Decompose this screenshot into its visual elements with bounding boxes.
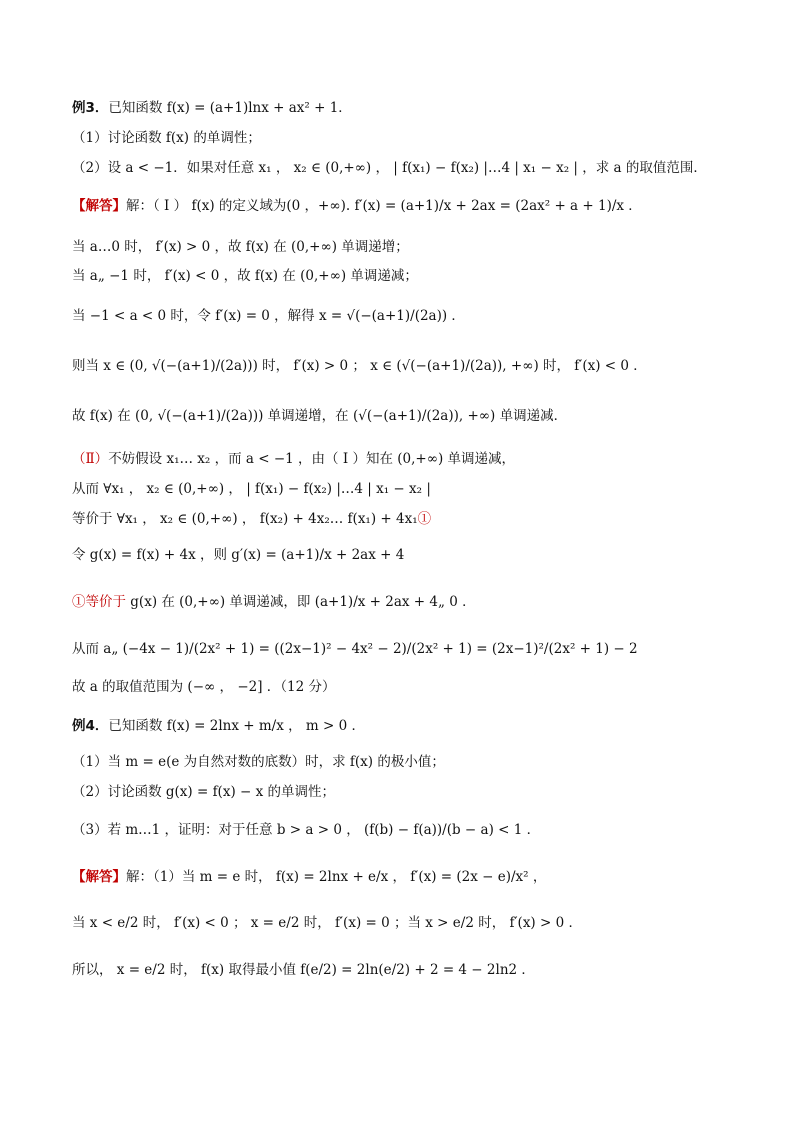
line-text: （2）讨论函数 g(x) = f(x) − x 的单调性； (72, 784, 336, 800)
line-text: （2）设 a < −1．如果对任意 x₁ ， x₂ ∈ (0,+∞) ， | f(x₁) − f(x₂) |…4 | x₁ − x₂ | ，求 a 的取值范围． (72, 160, 707, 176)
example-4-question-3 (72, 820, 540, 840)
line-text: 故 a 的取值范围为 (−∞ ， −2] ．（12 分） (72, 679, 336, 695)
solution-line (72, 356, 647, 376)
solution-line (72, 677, 336, 697)
line-text: 则当 x ∈ (0, √(−(a+1)/(2a))) 时， f′(x) > 0 ； x ∈ (√(−(a+1)/(2a)), +∞) 时， f′(x) < 0 ． (72, 358, 647, 374)
solution-line (72, 639, 638, 659)
solution-tag: 【解答】 (72, 869, 126, 885)
solution-tag: 【解答】 (72, 198, 126, 214)
example-4-solution-heading (72, 867, 546, 887)
example-3-question-1 (72, 128, 261, 148)
line-text: （1）当 m = e(e 为自然对数的底数）时，求 f(x) 的极小值； (72, 754, 445, 770)
solution-line (72, 592, 476, 612)
solution-line (72, 913, 582, 933)
red-prefix: （Ⅱ） (72, 451, 109, 467)
solution-line (72, 545, 404, 565)
example-label: 例4． (72, 718, 109, 734)
line-text: （3）若 m…1 ，证明：对于任意 b > a > 0 ， (f(b) − f(a))/(b − a) < 1 ． (72, 822, 541, 838)
solution-line (72, 479, 431, 499)
line-text: 所以， x = e/2 时， f(x) 取得最小值 f(e/2) = 2ln(e/2) + 2 = 4 − 2ln2 ． (72, 962, 535, 978)
red-prefix: ①等价于 (72, 594, 126, 610)
line-text: 当 −1 < a < 0 时，令 f′(x) = 0 ，解得 x = √(−(a+1)/(2a)) ． (72, 308, 465, 324)
line-text: 故 f(x) 在 (0, √(−(a+1)/(2a))) 单调递增，在 (√(−(a+1)/(2a)), +∞) 单调递减． (72, 408, 568, 424)
red-suffix: ① (417, 511, 432, 527)
example-4-question-1 (72, 752, 445, 772)
line-text: 从而 ∀x₁ ， x₂ ∈ (0,+∞) ， | f(x₁) − f(x₂) |…4 | x₁ − x₂ | (72, 481, 431, 497)
line-text: 令 g(x) = f(x) + 4x ，则 g′(x) = (a+1)/x + 2ax + 4 (72, 547, 405, 563)
line-text: 当 a„ −1 时， f′(x) < 0 ，故 f(x) 在 (0,+∞) 单调递减； (72, 268, 418, 284)
solution-line (72, 306, 465, 326)
example-label: 例3． (72, 100, 109, 116)
solution-line (72, 509, 431, 529)
line-text: （1）讨论函数 f(x) 的单调性； (72, 130, 261, 146)
example-3-solution-heading (72, 196, 642, 216)
line-text: 解：（ Ⅰ ） f(x) 的定义域为(0 ，+∞). f′(x) = (a+1)/x + 2ax = (2ax² + a + 1)/x ． (126, 198, 642, 214)
line-text: 当 a…0 时， f′(x) > 0 ，故 f(x) 在 (0,+∞) 单调递增； (72, 239, 409, 255)
solution-line (72, 960, 535, 980)
solution-line (72, 266, 418, 286)
line-text: 从而 a„ (−4x − 1)/(2x² + 1) = ((2x−1)² − 4x² − 2)/(2x² + 1) = (2x−1)²/(2x² + 1) − 2 (72, 641, 638, 657)
line-text: 已知函数 f(x) = (a+1)lnx + ax² + 1． (108, 100, 352, 116)
example-4-question-2 (72, 782, 335, 802)
solution-line (72, 406, 567, 426)
example-3-question-2 (72, 158, 707, 178)
line-text: 已知函数 f(x) = 2lnx + m/x ， m > 0 ． (108, 718, 365, 734)
line-text: 等价于 ∀x₁ ， x₂ ∈ (0,+∞) ， f(x₂) + 4x₂… f(x₁) + 4x₁ (72, 511, 418, 527)
line-text: g(x) 在 (0,+∞) 单调递减，即 (a+1)/x + 2ax + 4„ 0 ． (126, 594, 476, 610)
solution-line (72, 237, 409, 257)
line-text: 当 x < e/2 时， f′(x) < 0 ； x = e/2 时， f′(x) = 0 ；当 x > e/2 时， f′(x) > 0 ． (72, 915, 582, 931)
example-4-title (72, 716, 365, 736)
solution-line (72, 449, 515, 469)
example-3-title (72, 98, 352, 118)
line-text: 解：（1）当 m = e 时， f(x) = 2lnx + e/x ， f′(x) = (2x − e)/x² ， (126, 869, 547, 885)
line-text: 不妨假设 x₁… x₂ ，而 a < −1 ，由（ Ⅰ ）知在 (0,+∞) 单调递减， (108, 451, 516, 467)
